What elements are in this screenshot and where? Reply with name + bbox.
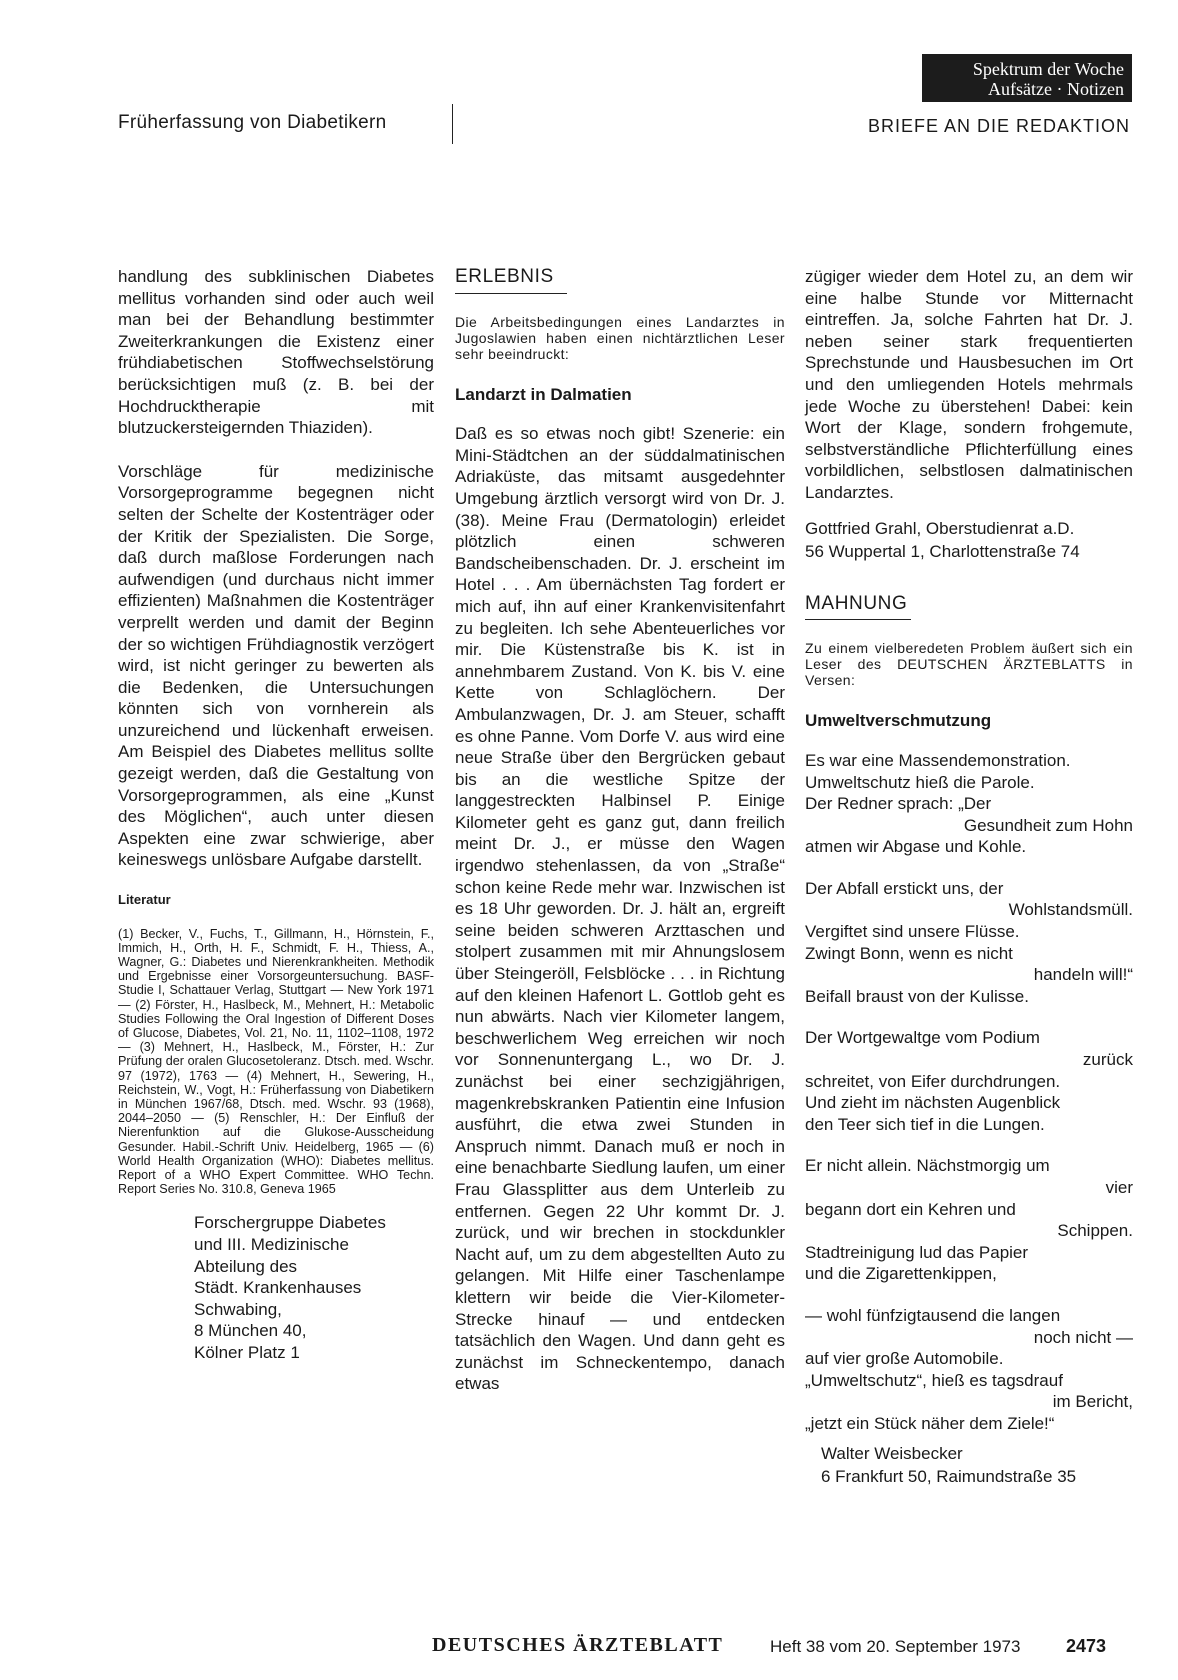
poem-line: Gesundheit zum Hohn bbox=[963, 815, 1133, 835]
poem-line: — wohl fünfzigtausend die langen bbox=[805, 1305, 1061, 1325]
badge-line-1: Spektrum der Woche bbox=[972, 59, 1124, 79]
poem-line: den Teer sich tief in die Lungen. bbox=[805, 1114, 1045, 1134]
poem-line: Der Redner sprach: „Der bbox=[805, 794, 992, 814]
address-line: Schwabing, bbox=[194, 1299, 282, 1319]
poem-line: im Bericht, bbox=[1052, 1392, 1133, 1412]
poem-line: Es war eine Massendemonstration. bbox=[805, 750, 1071, 770]
poem-line: Stadtreinigung lud das Papier bbox=[805, 1242, 1029, 1262]
column-1 bbox=[118, 266, 434, 1364]
magazine-name: DEUTSCHES ÄRZTEBLATT bbox=[432, 1634, 724, 1656]
poem-line: Der Abfall erstickt uns, der bbox=[805, 878, 1004, 898]
poem-line: und die Zigarettenkippen, bbox=[805, 1264, 997, 1284]
letter-body: Daß es so etwas noch gibt! Szenerie: ein Mini-Städtchen an der süddalmatinischen Adriaküste, das mitsamt ausgedehnter Umgebung ärztlich versorgt wird von Dr. J. (38). Meine Frau (Dermatologin) erleidet plötzlich einen schweren Bandscheibenschaden. Dr. J. erscheint im Hotel . . . Am übernächsten Tag fordert er mich auf, ihn auf einer Krankenvisitenfahrt zu begleiten. Ich sehe Abenteuerliches vor mir. Die Küstenstraße bis K. ist in annehmbarem Zustand. Von K. bis V. eine Kette von Schlaglöchern. Der Ambulanzwagen, Dr. J. am Steuer, schafft es ohne Panne. Vom Dorfe V. aus wird eine neue Straße über den Bergrücken gebaut bis an die westliche Spitze der langgestreckten Halbinsel P. Einige Kilometer geht es ganz gut, dann freilich meint Dr. J., er müsse den Wagen irgendwo stehenlassen, da von „Straße“ schon keine Rede mehr war. Inzwischen ist es 18 Uhr geworden. Dr. J. hält an, ergreift seine beiden schweren Arzttaschen und stolpert zusammen mit mir Ahnungslosem über Steingeröll, Felsblöcke . . . in Richtung auf den kleinen Hafenort L. Gottlob geht es nun abwärts. Nach vier Kilometer langem, beschwerlichem Weg erreichen wir noch vor Sonnenuntergang L., wo Dr. J. zunächst bei einer sechzigjährigen, magenkrebskranken Patientin eine Infusion ausführt, die etwa zwei Stunden in Anspruch nimmt. Danach muß er noch in eine benachbarte Siedlung laufen, um einer Frau Glassplitter aus dem Unterleib zu entfernen. Gegen 22 Uhr kommt Dr. J. zurück, und wir brechen in stockdunkler Nacht auf, um zu dem abgestellten Auto zu gelangen. Mit Hilfe einer Taschenlampe klettern wir beide die Vier-Kilometer-Strecke hinauf — und entdecken tatsächlich den Wagen. Und dann geht es zunächst im Schneckentempo, danach etwas bbox=[455, 424, 785, 1394]
letter-title: Landarzt in Dalmatien bbox=[455, 384, 632, 404]
address-line: und III. Medizinische bbox=[194, 1235, 349, 1255]
letter-body-continued: zügiger wieder dem Hotel zu, an dem wir eine halbe Stunde vor Mitternacht eintreffen. Ja, solche Fahrten hat Dr. J. neben seiner stark frequentierten Sprechstunde und Hausbesuchen im Ort und den umliegenden Hotels mehrmals jede Woche zu überstehen! Dabei: kein Wort der Klage, sondern frohgemute, selbstverständliche Pflichterfüllung eines vorbildlichen, selbstlosen dalmatinischen Landarztes. bbox=[805, 267, 1133, 502]
section-badge bbox=[922, 54, 1132, 102]
signature-name: Gottfried Grahl, Oberstudienrat a.D. bbox=[805, 518, 1075, 538]
poem-line: Er nicht allein. Nächstmorgig um bbox=[805, 1156, 1050, 1176]
poem-line: Schippen. bbox=[1057, 1221, 1133, 1241]
signature-address: 6 Frankfurt 50, Raimundstraße 35 bbox=[821, 1467, 1077, 1487]
poem-line: „jetzt ein Stück näher dem Ziele!“ bbox=[805, 1413, 1055, 1433]
column-2 bbox=[455, 266, 785, 1417]
running-title-right: BRIEFE AN DIE REDAKTION bbox=[867, 116, 1130, 136]
address-line: 8 München 40, bbox=[194, 1321, 307, 1341]
running-title-left: Früherfassung von Diabetikern bbox=[118, 112, 387, 133]
poem-intro: Zu einem vielberedeten Problem äußert sich ein Leser des DEUTSCHEN ÄRZTEBLATTS in Versen: bbox=[805, 640, 1133, 689]
poem-line: vier bbox=[1105, 1178, 1133, 1197]
poem-title: Umweltverschmutzung bbox=[805, 711, 992, 731]
poem-line: Wohlstandsmüll. bbox=[1008, 900, 1133, 920]
poem-line: schreitet, von Eifer durchdrungen. bbox=[805, 1071, 1061, 1091]
poem-line: Der Wortgewaltge vom Podium bbox=[805, 1028, 1040, 1048]
poem-line: begann dort ein Kehren und bbox=[805, 1199, 1016, 1219]
address-line: Forschergruppe Diabetes bbox=[194, 1213, 386, 1233]
poem-stanza bbox=[805, 1305, 1133, 1435]
poem-stanza bbox=[805, 878, 1133, 1008]
poem-stanza bbox=[805, 1027, 1133, 1135]
badge-line-2: Aufsätze · Notizen bbox=[988, 79, 1124, 99]
article-paragraph-1: handlung des subklinischen Diabetes mellitus vorhanden sind oder auch weil man bei der Behandlung bestimmter Zweiterkrankungen die Existenz einer frühdiabetischen Stoffwechselstörung berücksichtigen muß (z. B. bei der Hochdrucktherapie mit blutzuckersteigernden Thiaziden). bbox=[118, 267, 434, 438]
article-paragraph-2: Vorschläge für medizinische Vorsorgeprogramme begegnen nicht selten der Schelte der Kostenträger oder der Kritik der Spezialisten. Die Sorge, daß durch maßlose Forderungen nach aufwendigen (und durchaus nicht immer effizienten) Maßnahmen die Kostenträger verprellt werden und damit der Beginn der so wichtigen Frühdiagnostik verzögert wird, ist nicht geringer zu bewerten als die Bedenken, die Untersuchungen könnten sich von vornherein als unzureichend und lückenhaft erweisen. Am Beispiel des Diabetes mellitus sollte gezeigt werden, daß die Gestaltung von Vorsorgeprogrammen, als eine „Kunst des Möglichen“, auch unter diesen Aspekten eine zwar schwierige, aber keineswegs unlösbare Aufgabe darstellt. bbox=[118, 461, 434, 870]
poem-line: auf vier große Automobile. bbox=[805, 1349, 1004, 1369]
poem-line: handeln will!“ bbox=[1033, 965, 1133, 985]
poem-line: noch nicht — bbox=[1033, 1327, 1133, 1347]
author-address bbox=[194, 1212, 434, 1363]
poem-stanza bbox=[805, 1155, 1133, 1285]
section-heading-erlebnis: ERLEBNIS bbox=[455, 266, 567, 294]
signature-address: 56 Wuppertal 1, Charlottenstraße 74 bbox=[805, 542, 1080, 562]
poem-stanza bbox=[805, 750, 1133, 858]
address-line: Abteilung des bbox=[194, 1256, 298, 1276]
column-3 bbox=[805, 266, 1133, 1490]
poem-line: Umweltschutz hieß die Parole. bbox=[805, 772, 1035, 792]
poem-line: Beifall braust von der Kulisse. bbox=[805, 986, 1029, 1006]
poem-line: zurück bbox=[1082, 1050, 1133, 1070]
poem-line: Zwingt Bonn, wenn es nicht bbox=[805, 943, 1013, 963]
poem-line: Und zieht im nächsten Augenblick bbox=[805, 1093, 1061, 1113]
page-number: 2473 bbox=[1066, 1636, 1107, 1656]
signature-name: Walter Weisbecker bbox=[821, 1443, 963, 1463]
address-line: Städt. Krankenhauses bbox=[194, 1278, 362, 1298]
address-line: Kölner Platz 1 bbox=[194, 1343, 300, 1363]
section-heading-mahnung: MAHNUNG bbox=[805, 593, 911, 621]
poem-line: atmen wir Abgase und Kohle. bbox=[805, 837, 1027, 857]
issue-info: Heft 38 vom 20. September 1973 bbox=[770, 1637, 1021, 1656]
poem-line: „Umweltschutz“, hieß es tagsdrauf bbox=[805, 1370, 1063, 1390]
reference-list: (1) Becker, V., Fuchs, T., Gillmann, H., Hörnstein, F., Immich, H., Orth, H. F., Schmidt, F. H., Thiess, A., Wagner, G.: Diabetes und Nierenkrankheiten. Methodik und Ergebnisse einer Vorsorgeuntersuchung. BASF-Studie I, Schattauer Verlag, Stuttgart — New York 1971 — (2) Förster, H., Haslbeck, M., Mehnert, H.: Metabolic Studies Following the Oral Ingestion of Different Doses of Glucose, Diabetes, Vol. 21, No. 11, 1102–1108, 1972 — (3) Mehnert, H., Haslbeck, M., Förster, H.: Zur Prüfung der oralen Glucosetoleranz. Dtsch. med. Wschr. 97 (1972), 1763 — (4) Mehnert, H., Sewering, H., Reichstein, W., Vogt, H.: Früherfassung von Diabetikern in München 1967/68, Dtsch. med. Wschr. 93 (1968), 2044–2050 — (5) Renschler, H.: Der Einfluß der Nierenfunktion auf die Glukose-Ausscheidung Gesunder. Habil.-Schrift Univ. Heidelberg, 1965 — (6) World Health Organization (WHO): Diabetes mellitus. Report of a WHO Expert Committee. WHO Techn. Report Series No. 310.8, Geneva 1965 bbox=[118, 926, 434, 1197]
letter-intro: Die Arbeitsbedingungen eines Landarztes in Jugoslawien haben einen nichtärztlichen Leser sehr beeindruckt: bbox=[455, 313, 785, 362]
literature-heading: Literatur bbox=[118, 892, 171, 908]
poem-line: Vergiftet sind unsere Flüsse. bbox=[805, 922, 1020, 942]
header-divider bbox=[452, 104, 453, 144]
